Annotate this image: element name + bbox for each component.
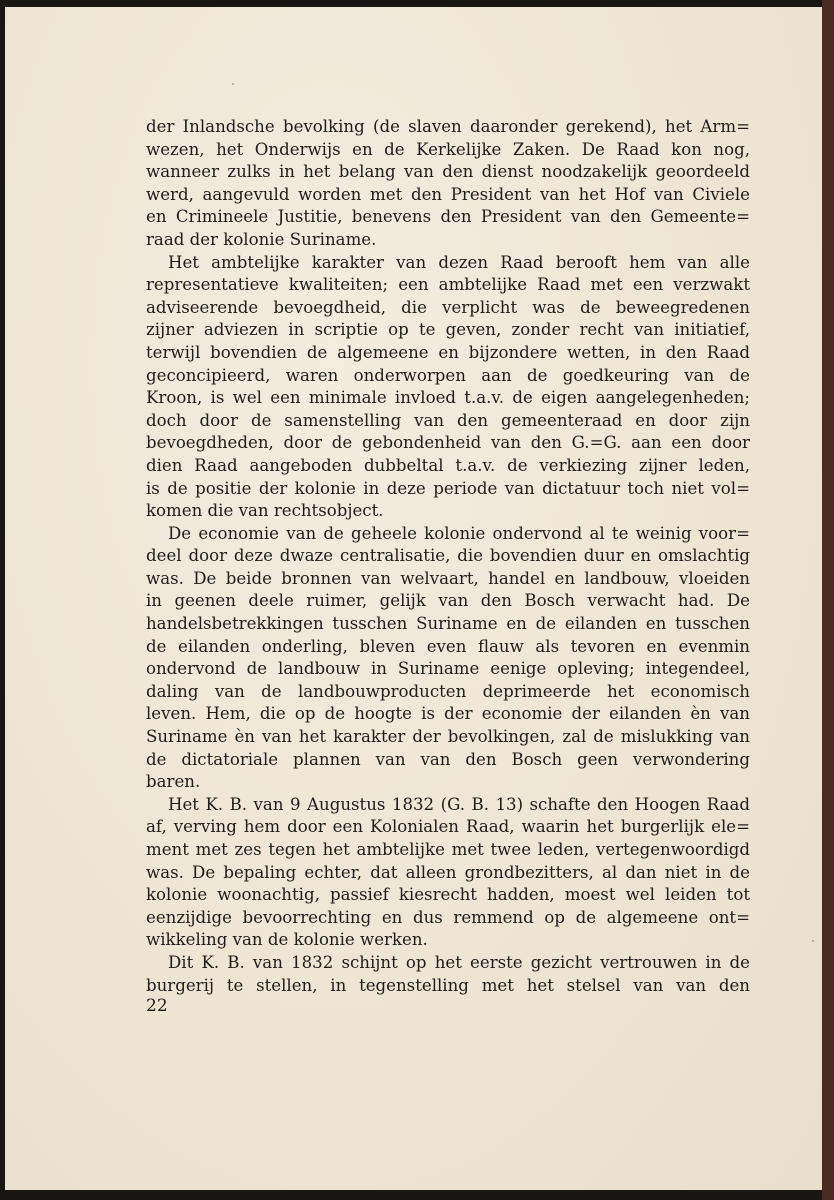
page-number: 22 [146,996,168,1016]
text-line: ondervond de landbouw in Suriname eenige opleving; integendeel, [146,659,750,679]
text-line: ment met zes tegen het ambtelijke met twee leden, vertegenwoordigd [146,840,750,859]
paragraph-1 [146,116,750,252]
paragraph-3 [146,523,750,794]
text-line: wikkeling van de kolonie werken. [146,930,428,950]
text-line: representatieve kwaliteiten; een ambtelijke Raad met een verzwakt [146,275,750,295]
paper-speck [812,940,814,942]
text-line: eenzijdige bevoorrechting en dus remmend op de algemeene ont= [146,907,750,927]
text-line: komen die van rechtsobject. [146,501,384,521]
text-line: Suriname èn van het karakter der bevolkingen, zal de mislukking van [146,727,750,747]
text-line: bevoegdheden, door de gebondenheid van den G.=G. aan een door [146,433,750,453]
text-line: raad der kolonie Suriname. [146,229,377,249]
text-line: adviseerende bevoegdheid, die verplicht was de beweegredenen [146,297,750,317]
text-line: deel door deze dwaze centralisatie, die bovendien duur en omslachtig [146,546,750,566]
text-line: handelsbetrekkingen tusschen Suriname en de eilanden en tusschen [146,614,750,634]
paragraph-2 [146,252,750,523]
paragraph-4 [146,794,750,952]
text-line: was. De beide bronnen van welvaart, handel en landbouw, vloeiden [146,568,750,588]
text-line: dien Raad aangeboden dubbeltal t.a.v. de verkiezing zijner leden, [146,455,750,475]
text-line: daling van de landbouwproducten deprimeerde het economisch [146,681,750,701]
scan-top-edge [0,0,834,7]
text-line: in geenen deele ruimer, gelijk van den Bosch verwacht had. De [146,591,750,611]
text-line: werd, aangevuld worden met den President van het Hof van Civiele [146,184,750,204]
body-text [146,116,750,997]
text-line: der Inlandsche bevolking (de slaven daaronder gerekend), het Arm= [146,117,750,136]
book-spine-edge [822,0,834,1200]
text-line: zijner adviezen in scriptie op te geven, zonder recht van initiatief, [146,320,750,340]
text-line: de dictatoriale plannen van van den Bosch geen verwondering [146,749,750,769]
text-line: leven. Hem, die op de hoogte is der economie der eilanden èn van [146,704,750,724]
text-line: wezen, het Onderwijs en de Kerkelijke Zaken. De Raad kon nog, [146,139,750,159]
paper-speck [232,83,234,85]
text-line: Kroon, is wel een minimale invloed t.a.v. de eigen aangelegenheden; [146,388,750,408]
text-line: de eilanden onderling, bleven even flauw als tevoren en evenmin [146,636,750,656]
text-line: baren. [146,772,201,792]
text-line: Het K. B. van 9 Augustus 1832 (G. B. 13) schafte den Hoogen Raad [168,794,750,814]
text-line: en Crimineele Justitie, benevens den President van den Gemeente= [146,207,750,227]
text-line: af, verving hem door een Kolonialen Raad, waarin het burgerlijk ele= [146,817,750,837]
text-line: geconcipieerd, waren onderworpen aan de goedkeuring van de [146,365,750,385]
paragraph-5 [146,952,750,997]
text-line: was. De bepaling echter, dat alleen grondbezitters, al dan niet in de [146,862,750,882]
text-line: Het ambtelijke karakter van dezen Raad berooft hem van alle [168,252,750,272]
text-line: De economie van de geheele kolonie ondervond al te weinig voor= [168,523,750,543]
text-line: wanneer zulks in het belang van den dienst noodzakelijk geoordeeld [146,162,750,182]
text-line: doch door de samenstelling van den gemeenteraad en door zijn [146,410,750,430]
text-line: burgerij te stellen, in tegenstelling met het stelsel van van den [146,975,750,995]
text-line: Dit K. B. van 1832 schijnt op het eerste gezicht vertrouwen in de [168,952,750,972]
text-line: terwijl bovendien de algemeene en bijzondere wetten, in den Raad [146,342,750,362]
text-line: kolonie woonachtig, passief kiesrecht hadden, moest wel leiden tot [146,885,750,905]
text-line: is de positie der kolonie in deze periode van dictatuur toch niet vol= [146,478,750,498]
